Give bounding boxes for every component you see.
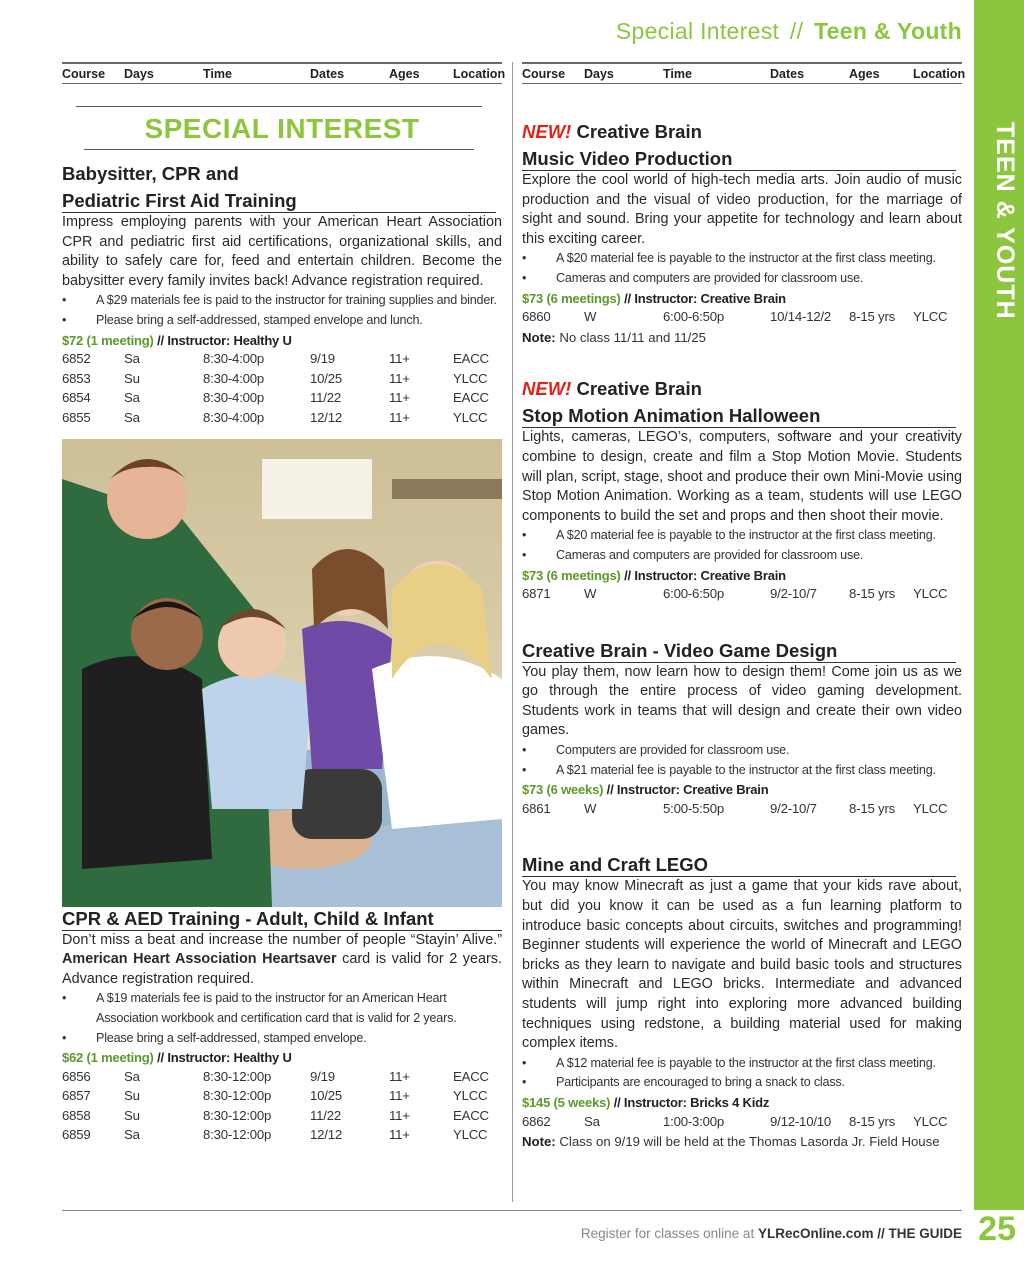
header-dates: Dates (770, 67, 805, 81)
header-course: Course (62, 67, 106, 81)
cell-location: YLCC (913, 309, 948, 325)
cell-course: 6859 (62, 1127, 91, 1143)
course-title-line1: Babysitter, CPR and (62, 163, 239, 184)
course-title-cpr (62, 907, 502, 931)
table-row (62, 1107, 502, 1127)
course-title-line: Mine and Craft LEGO (522, 853, 956, 877)
cell-days: Sa (124, 390, 140, 406)
cell-location: EACC (453, 390, 489, 406)
cell-dates: 10/14-12/2 (770, 309, 832, 325)
cell-days: Sa (124, 1127, 140, 1143)
note-label: Note: (522, 329, 556, 345)
cell-location: YLCC (913, 586, 948, 602)
cell-dates: 9/19 (310, 1068, 335, 1084)
instructor: // Instructor: Bricks 4 Kidz (613, 1094, 770, 1110)
cell-time: 8:30-12:00p (203, 1127, 272, 1143)
course-title-music-video (522, 116, 962, 171)
cell-days: Sa (584, 1113, 600, 1129)
list-item: • Cameras and computers are provided for classroom use. (522, 269, 962, 289)
cell-ages: 11+ (389, 1088, 410, 1104)
list-item: • A $21 material fee is payable to the instructor at the first class meeting. (522, 761, 962, 781)
fee-line (522, 1093, 962, 1113)
fee-line (522, 780, 962, 800)
cell-dates: 12/12 (310, 1127, 343, 1143)
cell-ages: 11+ (389, 351, 410, 367)
course-title-line2: Pediatric First Aid Training (62, 189, 496, 213)
course-title-line: Creative Brain - Video Game Design (522, 639, 956, 663)
cell-course: 6854 (62, 390, 91, 406)
footer-register-text: Register for classes online at (580, 1226, 758, 1241)
header-location: Location (913, 67, 966, 81)
fee-line (62, 1048, 502, 1068)
cell-days: W (584, 586, 597, 602)
cell-course: 6855 (62, 409, 91, 425)
list-item: • Please bring a self-addressed, stamped envelope and lunch. (62, 311, 502, 331)
fee: $145 (5 weeks) (522, 1094, 611, 1110)
cell-time: 6:00-6:50p (663, 309, 725, 325)
description-text: card is valid for 2 years. Advance registration required. (62, 951, 502, 987)
cpr-training-photo (62, 439, 502, 907)
cell-days: Sa (124, 409, 140, 425)
description-bold: American Heart Association Heartsaver (62, 951, 337, 968)
cell-time: 8:30-12:00p (203, 1068, 272, 1084)
cell-ages: 11+ (389, 1107, 410, 1123)
table-row (522, 585, 962, 605)
cell-dates: 9/2-10/7 (770, 586, 817, 602)
course-title-line1 (522, 373, 962, 404)
course-title-line: CPR & AED Training - Adult, Child & Infant (62, 907, 502, 931)
cell-dates: 10/25 (310, 1088, 343, 1104)
list-item: • A $20 material fee is payable to the instructor at the first class meeting. (522, 526, 962, 546)
fee-line (62, 331, 502, 351)
instructor: // Instructor: Creative Brain (624, 290, 786, 306)
instructor: // Instructor: Creative Brain (606, 782, 769, 798)
list-item: • A $19 materials fee is paid to the instructor for an American Heart Association workbook and certification card that is valid for 2 years. (62, 989, 502, 1028)
cell-days: Su (124, 1088, 140, 1104)
cell-ages: 8-15 yrs (849, 800, 896, 816)
cell-time: 8:30-4:00p (203, 390, 265, 406)
cell-time: 8:30-4:00p (203, 409, 265, 425)
header-days: Days (584, 67, 614, 81)
fee: $73 (6 meetings) (522, 290, 621, 306)
cell-days: Sa (124, 1068, 140, 1084)
cell-ages: 11+ (389, 370, 410, 386)
side-tab-label: TEEN & YOUTH (991, 122, 1019, 320)
header-time: Time (663, 67, 692, 81)
cell-time: 8:30-12:00p (203, 1088, 272, 1104)
cell-ages: 8-15 yrs (849, 586, 896, 602)
header-ages: Ages (849, 67, 880, 81)
header-location: Location (453, 67, 506, 81)
cell-time: 8:30-12:00p (203, 1107, 272, 1123)
footer-rule (62, 1210, 962, 1211)
table-header-left (62, 62, 506, 84)
instructor: // Instructor: Healthy U (157, 1050, 292, 1066)
note-label: Note: (522, 1134, 556, 1150)
table-row (62, 389, 502, 409)
note-text: No class 11/11 and 11/25 (555, 329, 706, 345)
course-title-lego (522, 853, 962, 877)
course-description: You may know Minecraft as just a game that your kids rave about, but did you know it can be used as a fun learning platform to introduce basic concepts about circuits, switches and programming! Beginner students will experience the world of Minecraft and LEGO bricks as they learn to navigate and build basic tools and structures within Minecraft and LEGO bricks. Intermediate and advanced students will jump right into exploring more advanced building techniques using redstone, a building material used for making complex items. (522, 878, 962, 1052)
cell-course: 6858 (62, 1107, 91, 1123)
cell-course: 6862 (522, 1113, 551, 1129)
list-item: • Participants are encouraged to bring a snack to class. (522, 1073, 962, 1093)
instructor: // Instructor: Creative Brain (624, 567, 786, 583)
cell-dates: 11/22 (310, 1107, 342, 1123)
table-row (62, 1087, 502, 1107)
table-row (522, 1113, 962, 1133)
course-title-line2: Music Video Production (522, 147, 956, 171)
cell-location: YLCC (913, 800, 948, 816)
table-row (62, 1126, 502, 1146)
cell-days: W (584, 800, 597, 816)
list-item: • A $20 material fee is payable to the instructor at the first class meeting. (522, 249, 962, 269)
table-row (62, 370, 502, 390)
course-description: Explore the cool world of high-tech media arts. Join audio of music production and the visual of video production, for the marriage of sight and sound. Bring your appetite for technology and learn about this exciting career. (522, 172, 962, 247)
list-item: • Computers are provided for classroom use. (522, 741, 962, 761)
header-subsection: Teen & Youth (814, 18, 962, 44)
fee: $73 (6 meetings) (522, 567, 621, 583)
header-time: Time (203, 67, 232, 81)
cell-location: YLCC (453, 1127, 488, 1143)
page-number: 25 (978, 1210, 1016, 1248)
right-column (522, 62, 966, 1152)
description-text: Don’t miss a beat and increase the number of people “Stayin’ Alive.” (62, 931, 502, 948)
cell-course: 6857 (62, 1088, 91, 1104)
cell-dates: 9/12-10/10 (770, 1113, 832, 1129)
side-tab (974, 0, 1024, 1210)
table-row (62, 1068, 502, 1088)
cell-days: Su (124, 370, 140, 386)
table-row (62, 350, 502, 370)
cell-ages: 8-15 yrs (849, 309, 896, 325)
list-item: • Cameras and computers are provided for classroom use. (522, 546, 962, 566)
course-title-text: Creative Brain (576, 378, 702, 400)
cpr-training-photo-illustration (62, 439, 502, 907)
section-title: SPECIAL INTEREST (144, 113, 420, 144)
note-text: Class on 9/19 will be held at the Thomas Lasorda Jr. Field House (555, 1134, 940, 1150)
cell-ages: 11+ (389, 1068, 410, 1084)
left-column (62, 62, 506, 1146)
course-note (522, 1132, 962, 1152)
fee: $73 (6 weeks) (522, 782, 604, 798)
cell-location: YLCC (913, 1113, 948, 1129)
header-section: Special Interest (615, 18, 780, 44)
cell-days: Su (124, 1107, 140, 1123)
cell-dates: 12/12 (310, 409, 343, 425)
cell-course: 6852 (62, 351, 91, 367)
cell-dates: 9/19 (310, 351, 335, 367)
table-row (522, 800, 962, 820)
header-dates: Dates (310, 67, 345, 81)
course-title-text: Creative Brain (576, 121, 702, 142)
cell-course: 6860 (522, 309, 551, 325)
cell-days: W (584, 309, 597, 325)
cell-time: 8:30-4:00p (203, 351, 265, 367)
course-note (522, 328, 962, 348)
header-days: Days (124, 67, 154, 81)
table-header-right (522, 62, 966, 84)
new-badge: NEW! (522, 121, 572, 142)
cell-course: 6856 (62, 1068, 91, 1084)
course-description (62, 931, 502, 990)
cell-dates: 11/22 (310, 390, 342, 406)
cell-location: YLCC (453, 1088, 488, 1104)
cell-time: 1:00-3:00p (663, 1113, 725, 1129)
list-item: • Please bring a self-addressed, stamped envelope. (62, 1029, 502, 1049)
instructor: // Instructor: Healthy U (157, 332, 292, 348)
cell-ages: 8-15 yrs (849, 1113, 896, 1129)
course-title-line2: Stop Motion Animation Halloween (522, 404, 956, 428)
footer-text (581, 1226, 962, 1241)
header-ages: Ages (389, 67, 420, 81)
course-description: You play them, now learn how to design them! Come join us as we go through the entire process of video gaming development. Students work in teams that will design and create their own video games. (522, 663, 962, 739)
course-title-video-game (522, 639, 962, 663)
cell-time: 5:00-5:50p (663, 800, 725, 816)
fee-line (522, 289, 962, 309)
table-row (62, 409, 502, 429)
cell-course: 6871 (522, 586, 551, 602)
cell-location: EACC (453, 1068, 489, 1084)
cell-location: EACC (453, 1107, 489, 1123)
footer-url[interactable]: YLRecOnline.com (757, 1226, 874, 1241)
footer-guide: // THE GUIDE (873, 1226, 962, 1241)
cell-location: EACC (453, 351, 489, 367)
fee: $72 (1 meeting) (62, 332, 154, 348)
cell-course: 6861 (522, 800, 551, 816)
course-title-babysitter (62, 158, 502, 213)
course-title-line1 (522, 116, 962, 147)
cell-location: YLCC (453, 370, 488, 386)
cell-time: 8:30-4:00p (203, 370, 265, 386)
header-separator: // (789, 18, 804, 44)
column-divider (512, 62, 513, 1202)
fee: $62 (1 meeting) (62, 1050, 154, 1066)
course-title-stop-motion (522, 373, 962, 428)
table-row (522, 308, 962, 328)
list-item: • A $12 material fee is payable to the instructor at the first class meeting. (522, 1054, 962, 1074)
list-item: • A $29 materials fee is paid to the instructor for training supplies and binder. (62, 291, 502, 311)
course-description: Lights, cameras, LEGO’s, computers, software and your creativity combine to design, create and film a Stop Motion Movie. Students will plan, script, stage, shoot and produce their own Mini-Movie using Stop Motion Animation. Working as a team, students will use LEGO components to build the set and props and then shoot their movie. (522, 429, 962, 524)
fee-line (522, 566, 962, 586)
cell-course: 6853 (62, 370, 91, 386)
page-header (616, 18, 962, 45)
cell-days: Sa (124, 351, 140, 367)
cell-dates: 9/2-10/7 (770, 800, 817, 816)
new-badge: NEW! (522, 378, 572, 400)
header-course: Course (522, 67, 566, 81)
cell-time: 6:00-6:50p (663, 586, 725, 602)
cell-dates: 10/25 (310, 370, 343, 386)
course-description: Impress employing parents with your American Heart Association CPR and pediatric first aid certifications, organizational skills, and ability to safely care for, feed and entertain children. Become the babysitter every family invites back! Advance registration required. (62, 214, 502, 289)
cell-ages: 11+ (389, 409, 410, 425)
cell-location: YLCC (453, 409, 488, 425)
cell-ages: 11+ (389, 390, 410, 406)
cell-ages: 11+ (389, 1127, 410, 1143)
